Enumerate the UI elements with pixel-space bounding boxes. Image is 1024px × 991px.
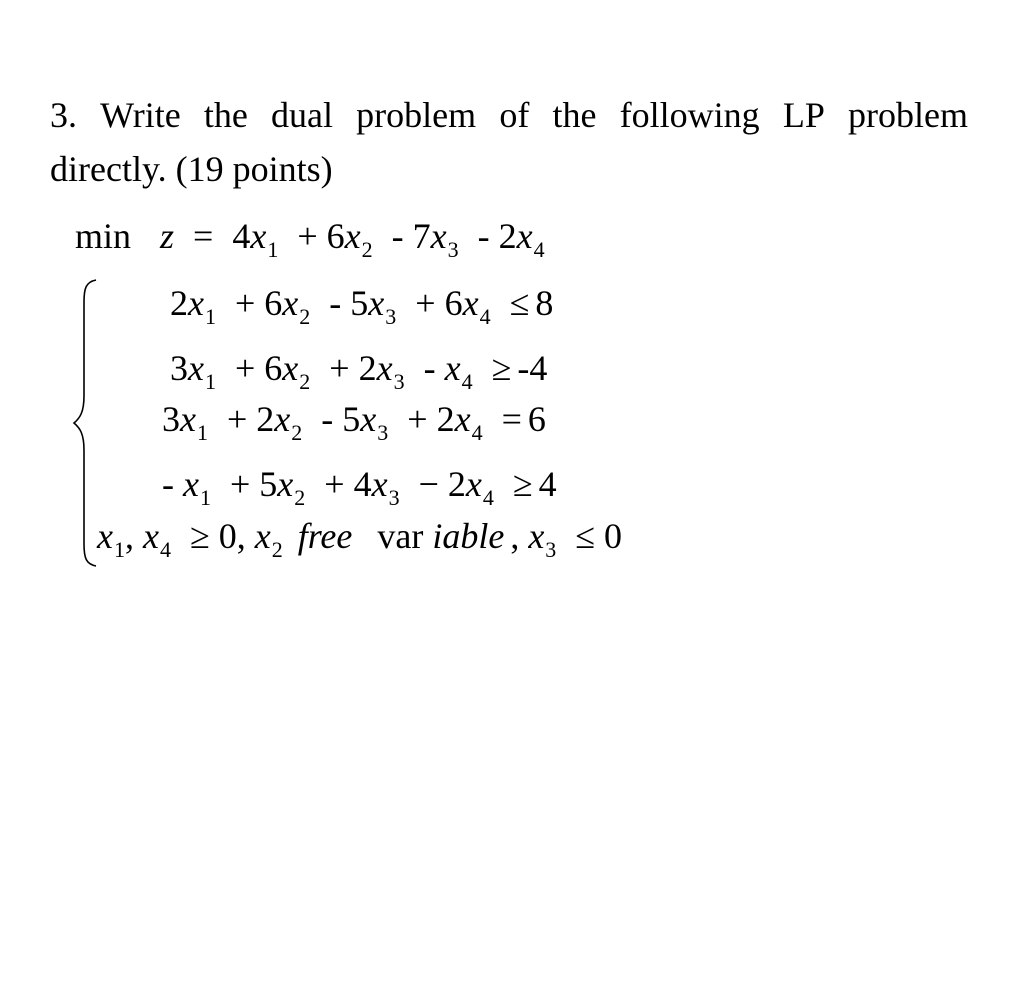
constraint-row: $2x_1 + 6x_2 - 5x_3 + 6x_4 \le 8$ [170,283,554,329]
sign-constraints: $x_1$, $x_4 \ge 0$, $x_2$ free var iable , $x_3 \le 0$ [97,516,623,562]
question-line-2: directly. (19 points) [50,149,333,189]
constraint-row: - $x_1 + 5x_2 + 4x_3 - 2x_4 \ge 4$ [162,464,557,510]
constraint-row: $3x_1 + 2x_2 - 5x_3 + 2x_4 = 6$ [162,399,546,445]
question-text [50,88,968,196]
free-word: free [297,516,353,556]
left-brace-icon [72,278,98,568]
objective-lhs: z [160,216,175,256]
constraint-row: $3x_1 + 6x_2 + 2x_3 - x_4 \ge -4$ [170,348,548,394]
question-line-1: 3. Write the dual problem of the following LP problem [50,88,968,142]
objective-function: $\min z = 4x_1 + 6x_2 - 7x_3 - 2x_4$ [75,216,545,262]
objective-kind: min [75,216,132,256]
question-number: 3. [50,95,77,135]
